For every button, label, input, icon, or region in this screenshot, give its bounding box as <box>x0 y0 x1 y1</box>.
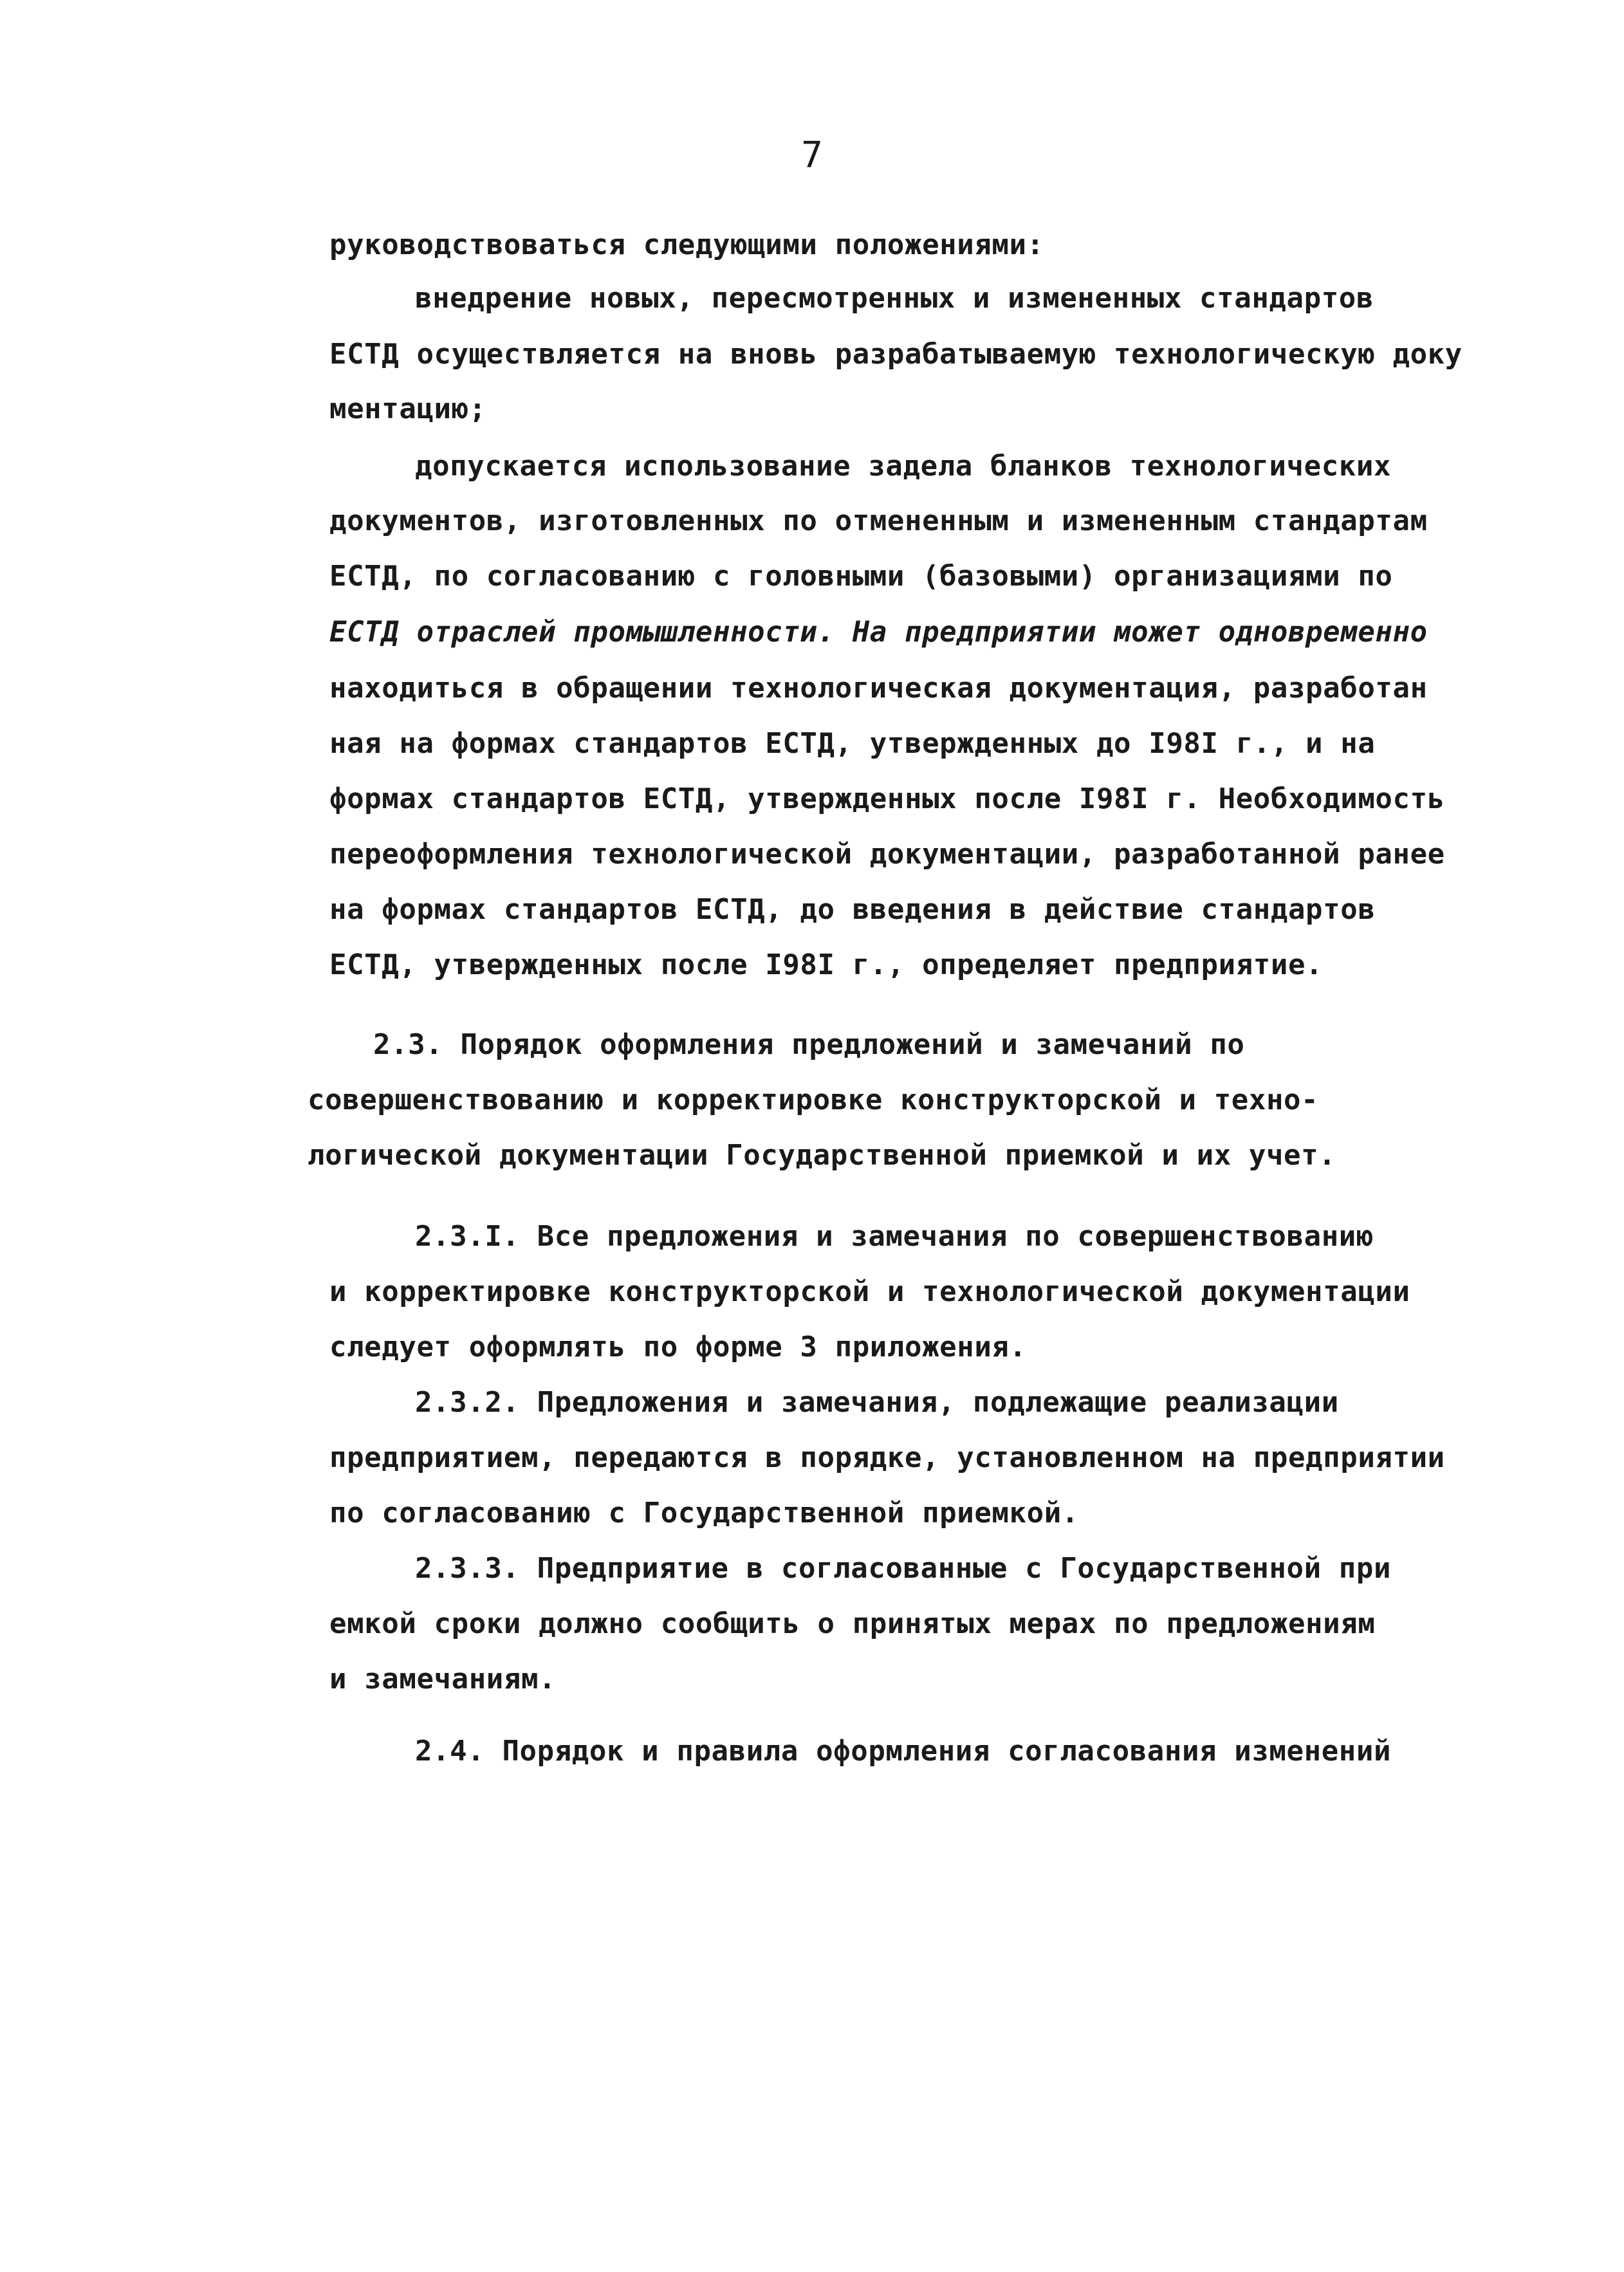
text-line: руководствоваться следующими положениями: <box>329 228 1044 261</box>
text-line: емкой сроки должно сообщить о принятых мерах по предложениям <box>329 1607 1376 1640</box>
text-line: 2.3.3. Предприятие в согласованные с Государственной при <box>415 1552 1392 1585</box>
text-line: ная на формах стандартов ЕСТД, утвержденных до I98I г., и на <box>329 727 1376 760</box>
text-line: ЕСТД, утвержденных после I98I г., определяет предприятие. <box>329 948 1324 981</box>
text-line: переоформления технологической документации, разработанной ранее <box>329 838 1445 871</box>
text-line: допускается использование задела бланков технологических <box>415 450 1392 483</box>
section-heading: совершенствованию и корректировке конструкторской и техно- <box>308 1084 1319 1116</box>
text-line: по согласованию с Государственной приемкой. <box>329 1497 1079 1529</box>
text-line: документов, изготовленных по отмененным и измененным стандартам <box>329 504 1428 537</box>
page-number: 7 <box>801 134 823 176</box>
text-line: внедрение новых, пересмотренных и измененных стандартов <box>415 282 1374 315</box>
text-line: предприятием, передаются в порядке, установленном на предприятии <box>329 1441 1445 1474</box>
section-heading: логической документации Государственной приемкой и их учет. <box>308 1139 1336 1172</box>
text-line: ЕСТД отраслей промышленности. На предприятии может одновременно <box>329 616 1428 649</box>
section-heading: 2.3. Порядок оформления предложений и замечаний по <box>373 1028 1245 1061</box>
text-line: и замечаниям. <box>329 1663 557 1695</box>
text-line: ЕСТД осуществляется на вновь разрабатываемую технологическую доку <box>329 338 1463 371</box>
text-line: 2.3.2. Предложения и замечания, подлежащие реализации <box>415 1386 1339 1419</box>
text-line: находиться в обращении технологическая документация, разработан <box>329 672 1428 705</box>
text-line: формах стандартов ЕСТД, утвержденных после I98I г. Необходимость <box>329 782 1445 815</box>
text-line: 2.3.I. Все предложения и замечания по совершенствованию <box>415 1220 1374 1253</box>
text-line: на формах стандартов ЕСТД, до введения в действие стандартов <box>329 893 1376 926</box>
text-line: и корректировке конструкторской и технологической документации <box>329 1275 1410 1308</box>
section-heading: 2.4. Порядок и правила оформления согласования изменений <box>415 1735 1392 1768</box>
text-line: ЕСТД, по согласованию с головными (базовыми) организациями по <box>329 560 1393 593</box>
text-line: следует оформлять по форме 3 приложения. <box>329 1331 1027 1363</box>
text-line: ментацию; <box>329 393 486 425</box>
